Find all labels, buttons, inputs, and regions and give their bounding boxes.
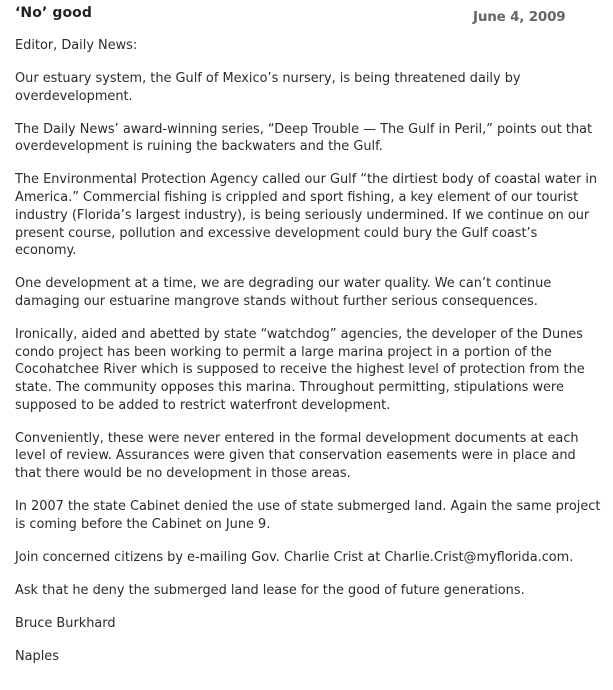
paragraph-request: Ask that he deny the submerged land lease for the good of future generations. (15, 582, 525, 598)
letter-title: ‘No’ good (15, 5, 93, 21)
paragraph-water-quality: One development at a time, we are degrading our water quality. We can’t continue damaging our estuarine mangrove stands without further serious consequences. (15, 276, 552, 309)
paragraph-series: The Daily News’ award-winning series, “Deep Trouble — The Gulf in Peril,” points out that overdevelopment is ruining the backwaters and the Gulf. (15, 121, 593, 155)
paragraph-assurances: Conveniently, these were never entered in the formal development documents at each level of review. Assurances were given that conservation easements were in place and that there would be no development in those areas. (15, 430, 579, 482)
letter-header (0, 0, 613, 34)
letter-date: June 4, 2009 (473, 9, 566, 25)
paragraph-email: Join concerned citizens by e-mailing Gov. Charlie Crist at Charlie.Crist@myflorida.com. (15, 549, 574, 565)
paragraph-cabinet: In 2007 the state Cabinet denied the use of state submerged land. Again the same project is coming before the Cabinet on June 9. (15, 499, 601, 532)
paragraph-marina: Ironically, aided and abetted by state “watchdog” agencies, the developer of the Dunes condo project has been working to permit a large marina project in a portion of the Cocohatchee River which is supposed to receive the highest level of protection from the state. The community opposes this marina. Throughout permitting, stipulations were supposed to be added to restrict waterfront development. (15, 326, 585, 413)
letter-body (15, 37, 601, 681)
paragraph-estuary: Our estuary system, the Gulf of Mexico’s nursery, is being threatened daily by overdevelopment. (15, 71, 521, 104)
signature-name: Bruce Burkhard (15, 615, 116, 631)
paragraph-epa: The Environmental Protection Agency called our Gulf “the dirtiest body of coastal water in America.” Commercial fishing is crippled and sport fishing, a key element of our tourist industry (Florida’s largest industry), is being seriously undermined. If we continue on our present course, pollution and excessive development could bury the Gulf coast’s economy. (15, 172, 598, 259)
signature-city: Naples (15, 648, 59, 664)
salutation: Editor, Daily News: (15, 38, 138, 53)
